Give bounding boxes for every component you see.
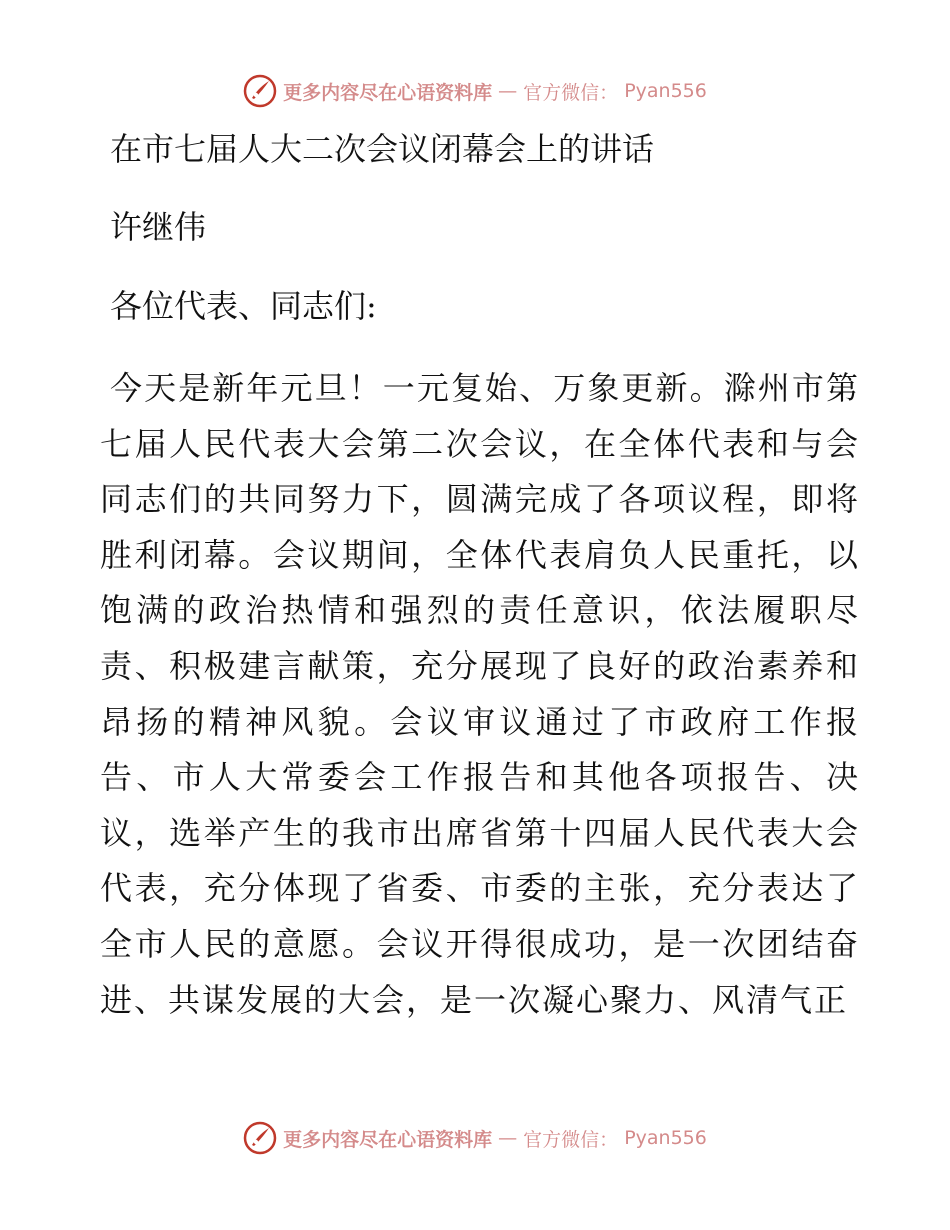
document-paragraph: 今天是新年元旦！一元复始、万象更新。滁州市第七届人民代表大会第二次会议，在全体代表和与会同志们的共同努力下，圆满完成了各项议程，即将胜利闭幕。会议期间，全体代表肩负人民重托，以饱满的政治热情和强烈的责任意识，依法履职尽责、积极建言献策，充分展现了良好的政治素养和昂扬的精神风貌。会议审议通过了市政府工作报告、市人大常委会工作报告和其他各项报告、决议，选举产生的我市出席省第十四届人民代表大会代表，充分体现了省委、市委的主张，充分表达了全市人民的意愿。会议开得很成功，是一次团结奋进、共谋发展的大会，是一次凝心聚力、风清气正	[100, 369, 860, 1019]
document-author: 许继伟	[110, 208, 207, 246]
document-salutation: 各位代表、同志们:	[110, 287, 377, 325]
banner-separator: —	[498, 80, 518, 102]
quill-seal-icon	[243, 74, 277, 108]
document-title: 在市七届人大二次会议闭幕会上的讲话	[110, 130, 655, 168]
banner-official-label: 官方微信：	[523, 1128, 619, 1151]
banner-brand-text: 更多内容尽在心语资料库	[283, 81, 493, 104]
banner-brand-text: 更多内容尽在心语资料库	[283, 1128, 493, 1151]
banner-wechat-handle: Pyan556	[624, 1127, 707, 1149]
banner-official-label: 官方微信：	[523, 81, 619, 104]
header-watermark-banner	[0, 71, 950, 111]
banner-wechat-handle: Pyan556	[624, 80, 707, 102]
banner-separator: —	[498, 1127, 518, 1149]
document-body	[100, 120, 860, 1060]
footer-watermark-banner	[0, 1118, 950, 1158]
quill-seal-icon	[243, 1121, 277, 1155]
